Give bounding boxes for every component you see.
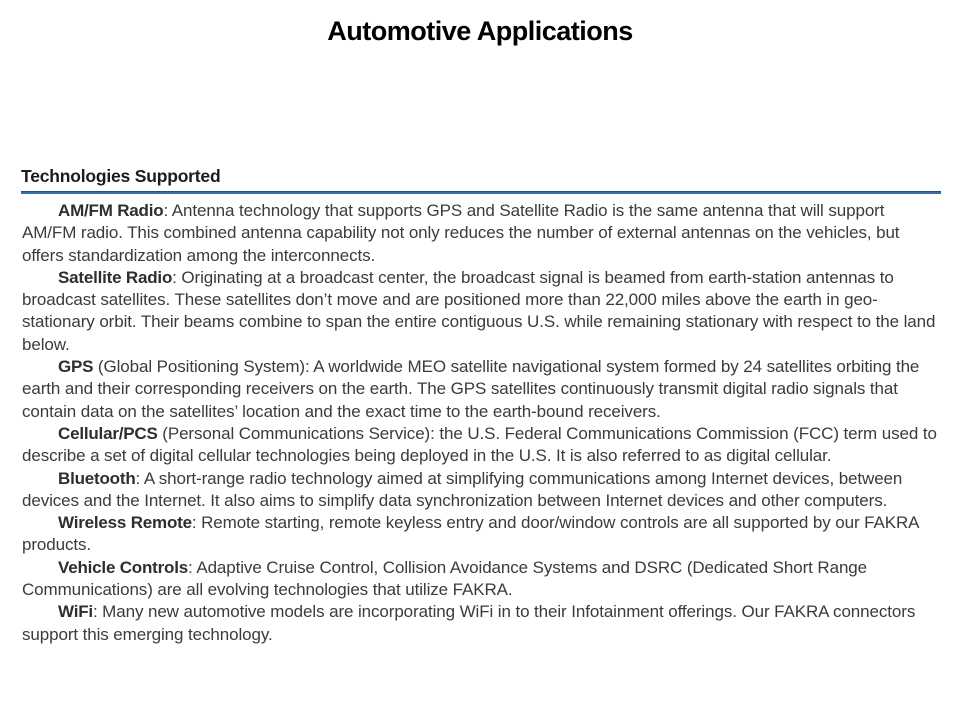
tech-description: : A short-range radio technology aimed at simplifying communications among Internet devices, between devices and the Internet. It also aims to simplify data synchronization between Internet devices and other computers. bbox=[22, 468, 903, 510]
tech-term: Vehicle Controls bbox=[58, 557, 189, 577]
tech-paragraph-wifi bbox=[22, 601, 940, 646]
tech-description: : Antenna technology that supports GPS and Satellite Radio is the same antenna that will support AM/FM radio. This combined antenna capability not only reduces the number of external antennas on the vehicles, but offers standardization among the interconnects. bbox=[22, 201, 900, 265]
tech-paragraph-gps bbox=[22, 356, 940, 423]
tech-paragraph-satellite-radio bbox=[22, 267, 940, 356]
section-rule bbox=[21, 191, 941, 194]
tech-term: Cellular/PCS bbox=[58, 423, 158, 443]
tech-paragraph-cellular-pcs bbox=[22, 423, 940, 468]
tech-description: : Many new automotive models are incorporating WiFi in to their Infotainment offerings. Our FAKRA connectors support this emerging technology. bbox=[22, 602, 916, 644]
tech-paragraph-wireless-remote bbox=[22, 512, 940, 557]
tech-paragraph-vehicle-controls bbox=[22, 557, 940, 602]
tech-description: : Remote starting, remote keyless entry and door/window controls are all supported by our FAKRA products. bbox=[22, 513, 919, 555]
section-heading: Technologies Supported bbox=[21, 166, 221, 186]
tech-term: GPS bbox=[58, 357, 94, 377]
tech-description: (Global Positioning System): A worldwide MEO satellite navigational system formed by 24 satellites orbiting the earth and their corresponding receivers on the earth. The GPS satellites continuously transmit digital radio signals that contain data on the satellites’ location and the exact time to the earth-bound receivers. bbox=[22, 357, 920, 421]
section-header bbox=[21, 166, 941, 194]
tech-term: AM/FM Radio bbox=[58, 201, 164, 220]
tech-description: (Personal Communications Service): the U.S. Federal Communications Commission (FCC) term used to describe a set of digital cellular technologies being deployed in the U.S. It is also referred to as digital cellular. bbox=[22, 423, 937, 466]
tech-term: Satellite Radio bbox=[58, 267, 173, 287]
tech-term: WiFi bbox=[58, 602, 93, 622]
technologies-body bbox=[22, 200, 940, 646]
tech-paragraph-bluetooth bbox=[22, 468, 940, 513]
tech-description: : Originating at a broadcast center, the broadcast signal is beamed from earth-station antennas to broadcast satellites. These satellites don’t move and are positioned more than 22,000 miles above the earth in geo-stationary orbit. Their beams combine to span the entire contiguous U.S. while remaining stationary with respect to the land below. bbox=[22, 267, 936, 354]
tech-description: : Adaptive Cruise Control, Collision Avoidance Systems and DSRC (Dedicated Short Range Communications) are all evolving technologies that utilize FAKRA. bbox=[22, 557, 868, 600]
tech-term: Wireless Remote bbox=[58, 513, 192, 533]
slide-title: Automotive Applications bbox=[327, 16, 633, 46]
tech-term: Bluetooth bbox=[58, 468, 136, 488]
tech-paragraph-amfm-radio bbox=[22, 200, 940, 267]
